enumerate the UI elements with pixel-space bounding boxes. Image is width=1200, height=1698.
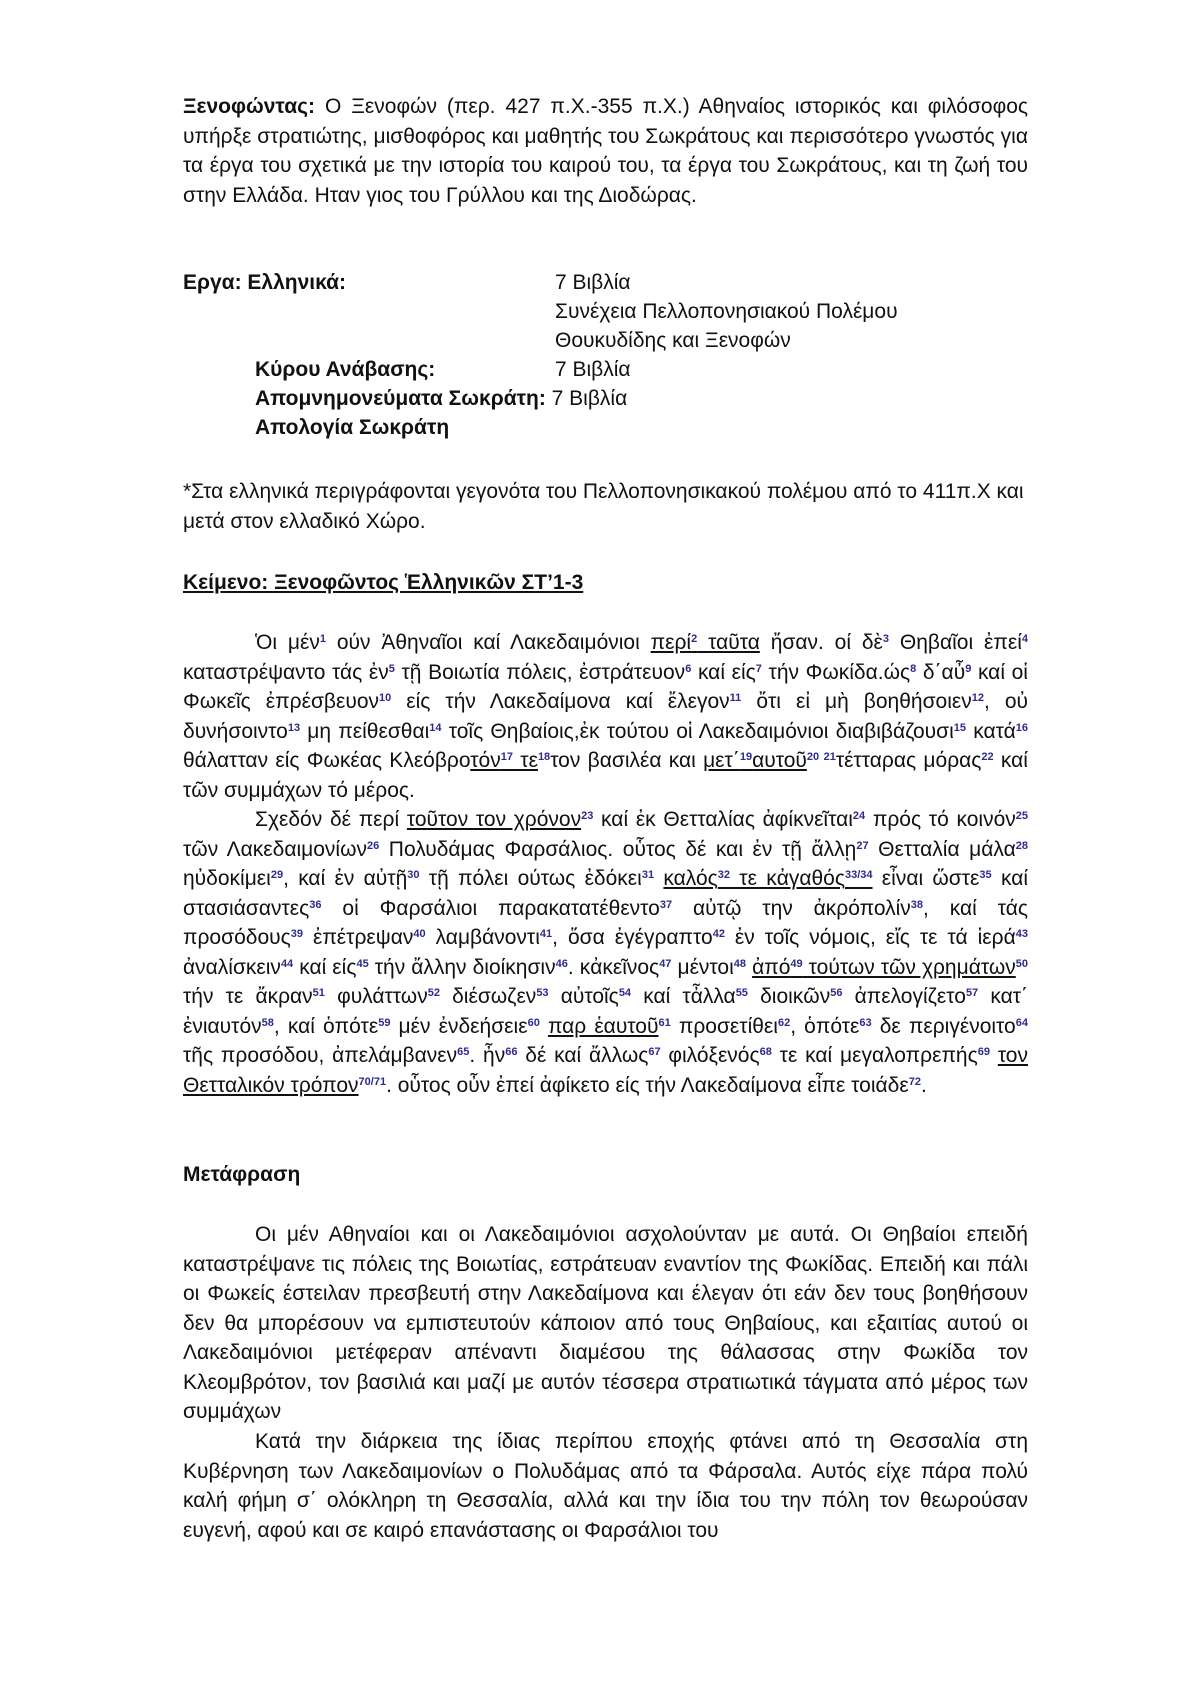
anabasis-label: Κύρου Ανάβασης: [255,358,436,381]
anabasis-books: 7 Βιβλία [555,358,631,381]
memorabilia-label: Απομνημονεύματα Σωκράτη: [255,387,546,410]
translation-paragraph-2: Κατά την διάρκεια της ίδιας περίπου εποχής φτάνει από τη Θεσσαλία στη Κυβέρνηση των Λακεδαιμονίων ο Πολυδάμας από τα Φάρσαλα. Αυτός είχε πάρα πολύ καλή φήμη σ΄ ολόκληρη τη Θεσσαλία, αλλά και την ίδια του την πόλη τον θεωρούσαν ευγενή, αφού και σε καιρό επανάστασης οι Φαρσάλιοι του [183,1430,1028,1542]
apology-label: Απολογία Σωκράτη [255,416,450,439]
translation-paragraph-1: Οι μέν Αθηναίοι και οι Λακεδαιμόνιοι ασχολούνταν με αυτά. Οι Θηβαίοι επειδή καταστρέψανε τις πόλεις της Βοιωτίας, εστράτευαν εναντίον της Φωκίδας. Επειδή και πάλι οι Φωκείς έστειλαν πρεσβευτή στην Λακεδαίμονα και έλεγαν ότι εάν δεν τους βοηθήσουν δεν θα μπορέσουν να εμπιστευτούν κάποιον από τους Θηβαίους, και εξαιτίας αυτού οι Λακεδαιμόνιοι μετέφεραν απέναντι διαμέσου της θάλασσας στην Φωκίδα τον Κλεομβρότον, τον βασιλιά και μαζί με αυτόν τέσσερα στρατιωτικά τάγματα από μέρος των συμμάχων [183,1223,1028,1423]
works-label: Εργα: Ελληνικά: [183,271,347,294]
greek-paragraph-2: Σχεδόν δέ περί τοῦτον τον χρόνον$^{23}$ καί ἐκ Θετταλίας ἀφίκνεῖται$^{24}$ πρός τό κοινόν$^{25}$ τῶν Λακεδαιμονίων$^{26}$ Πολυδάμας Φαρσάλιος. οὗτος δέ και ἐν τῇ ἄλλῃ$^{27}$ Θετταλία μάλα$^{28}$ ηὐδοκίμει$^{29}$, καί ἐν αὐτῇ$^{30}$ τῇ πόλει ούτως ἐδόκει$^{31}$ καλός$^{32}$ τε κἀγαθός$^{33/34}$ εἶναι ὥστε$^{35}$ καί στασιάσαντες$^{36}$ οἱ Φαρσάλιοι παρακατατέθεντο$^{37}$ αὐτῷ την ἀκρόπολίν$^{38}$, καί τάς προσόδους$^{39}$ ἐπέτρεψαν$^{40}$ λαμβάνοντι$^{41}$, ὅσα ἐγέγραπτο$^{42}$ ἐν τοῖς νόμοις, εἴς τε τά ἱερά$^{43}$ ἀναλίσκειν$^{44}$ καί είς$^{45}$ τήν ἄλλην διοίκησιν$^{46}$. κἀκεῖνος$^{47}$ μέντοι$^{48}$ ἀπό$^{49}$ τούτων τῶν χρημάτων$^{50}$ τήν τε ἄκραν$^{51}$ φυλάττων$^{52}$ διέσωζεν$^{53}$ αὐτοῖς$^{54}$ καί τἆλλα$^{55}$ διοικῶν$^{56}$ ἀπελογίζετο$^{57}$ κατ΄ ἐνιαυτόν$^{58}$, καί ὁπότε$^{59}$ μέν ἐνδεήσειε$^{60}$ παρ ἑαυτοῦ$^{61}$ προσετίθει$^{62}$, ὁπότε$^{63}$ δε περιγένοιτο$^{64}$ τῆς προσόδου, ἀπελάμβανεν$^{65}$. ἦν$^{66}$ δέ καί ἄλλως$^{67}$ φιλόξενός$^{68}$ τε καί μεγαλοπρεπής$^{69}$ τον Θετταλικόν τρόπον$^{70/71}$. οὗτος οὖν ἐπεί ἀφίκετο είς τήν Λακεδαίμονα εἶπε τοιάδε$^{72}$. [183,808,1029,1097]
text-heading: Κείμενο: Ξενοφῶντος Ἑλληνικῶν ΣΤ’1-3 [183,571,584,594]
translation-heading: Μετάφραση [183,1163,301,1186]
note-paragraph: *Στα ελληνικά περιγράφονται γεγονότα του Πελλοπονησικακού πολέμου από το 411π.Χ και μετά στον ελλαδικό Χώρο. [183,480,1024,533]
greek-paragraph-1: Ὁι μέν$^1$ ούν Ἀθηναῖοι καί Λακεδαιμόνιοι περί$^2$ ταῦτα ἤσαν. οί δὲ$^3$ Θηβαῖοι ἐπεί$^4$ καταστρέψαντο τάς ἐν$^5$ τῇ Βοιωτία πόλεις, ἐστράτευον$^6$ καί είς$^7$ τήν $\Phi\omega\kappa ί\delta\alpha.ώ\varsigma^8$ δ΄αὖ$^9$ καί οἱ Φωκεῖς ἐπρέσβευον$^{10}$ είς τήν Λακεδαίμονα καί ἔλεγον$^{11}$ ὄτι εἰ μὴ βοηθήσοιεν$^{12}$, οὐ δυνήσοιντο$^{13}$ μη πείθεσθαι$^{14}$ τοῖς Θηβαίοις,ἐκ τούτου οἱ Λακεδαιμόνιοι διαβιβάζουσι$^{15}$ κατά$^{16}$ θάλατταν είς Φωκέας Κλεόβροτόν$^{17}$ $\tau\varepsilon^{18}\tau o\nu$ βασιλέα και μετ΄$^{19}$αυτοῦ$^{20 21}$τέτταρας μόρας$^{22}$ καί τῶν συμμάχων τό μέρος. [183,631,1029,802]
intro-text: Ο Ξενοφών (περ. 427 π.Χ.-355 π.Χ.) Αθηναίος ιστορικός και φιλόσοφος υπήρξε στρατιώτης, μισθοφόρος και μαθητής του Σωκράτους και περισσότερο γνωστός για τα έργα του σχετικά με την ιστορία του καιρού του, τα έργα του Σωκράτους, και τη ζωή του στην Ελλάδα. Ηταν γιος του Γρύλλου και της Διοδώρας. [183,95,1028,207]
intro-paragraph [183,92,1028,210]
hellenika-books: 7 Βιβλία [555,271,631,294]
memorabilia-books: 7 Βιβλία [545,387,628,410]
hellenika-note-1: Συνέχεια Πελλοπονησιακού Πολέμου [555,300,898,323]
intro-label: Ξενοφώντας: [183,95,316,118]
hellenika-note-2: Θουκυδίδης και Ξενοφών [555,329,791,352]
